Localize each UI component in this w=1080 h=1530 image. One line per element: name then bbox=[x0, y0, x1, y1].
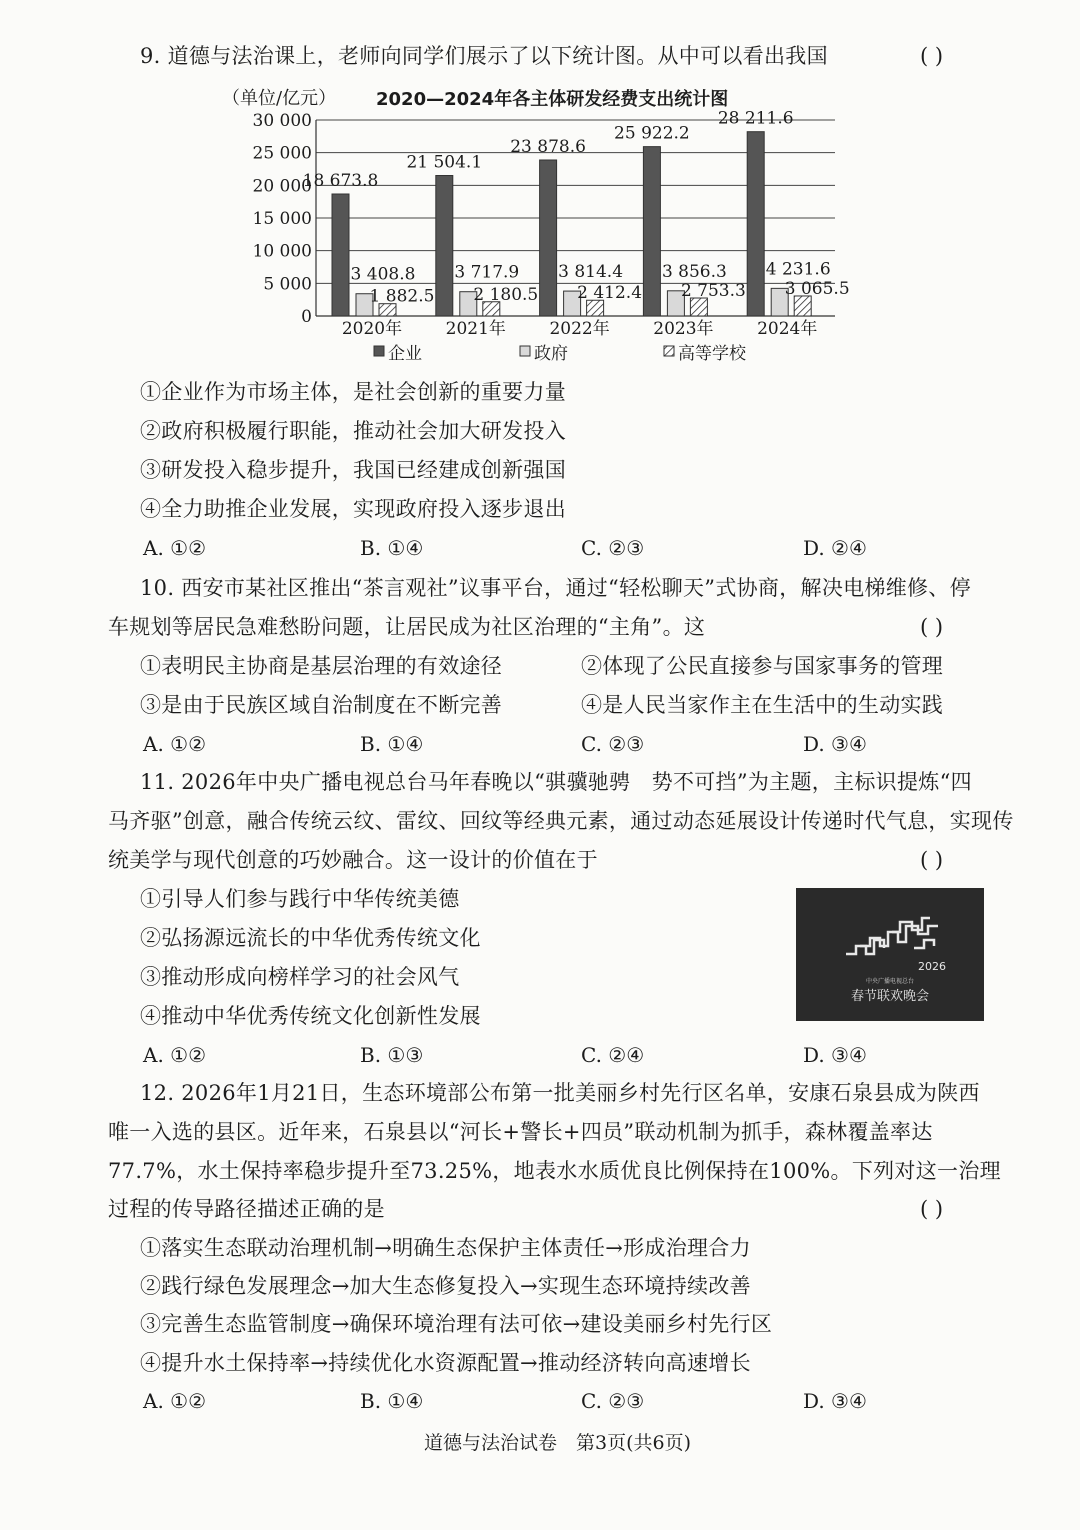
data-label-enterprise: 28 211.6 bbox=[717, 108, 794, 129]
data-label-university: 2 412.4 bbox=[577, 283, 643, 304]
q12-choice-d: D. ③④ bbox=[803, 1389, 867, 1413]
data-label-university: 2 180.5 bbox=[473, 284, 539, 305]
data-label-enterprise: 21 504.1 bbox=[406, 152, 483, 173]
q12-choice-c: C. ②③ bbox=[581, 1389, 645, 1413]
y-tick-label: 15 000 bbox=[252, 209, 312, 229]
data-label-government: 3 717.9 bbox=[454, 262, 520, 283]
q9-choice-b: B. ①④ bbox=[360, 536, 424, 560]
q10-choice-c: C. ②③ bbox=[581, 732, 645, 756]
q12-line-3: 77.7%，水土保持率稳步提升至73.25%，地表水水质优良比例保持在100%。下列对这一治理 bbox=[108, 1159, 1001, 1183]
q11-choice-a: A. ①② bbox=[143, 1043, 207, 1067]
q12-option-3: ③完善生态监管制度→确保环境治理有法可依→建设美丽乡村先行区 bbox=[140, 1312, 773, 1336]
q11-option-2: ②弘扬源远流长的中华优秀传统文化 bbox=[140, 926, 481, 950]
x-tick-label: 2022年 bbox=[549, 319, 610, 339]
x-tick-label: 2023年 bbox=[653, 319, 714, 339]
q9-option-1: ①企业作为市场主体，是社会创新的重要力量 bbox=[140, 380, 566, 404]
q11-line-2: 马齐驱”创意，融合传统云纹、雷纹、回纹等经典元素，通过动态延展设计传递时代气息，实现传 bbox=[108, 809, 1014, 833]
q11-option-1: ①引导人们参与践行中华传统美德 bbox=[140, 887, 460, 911]
q11-line-1: 11. 2026年中央广播电视总台马年春晚以“骐骥驰骋 势不可挡”为主题，主标识提炼“四 bbox=[140, 770, 972, 794]
q9-option-3: ③研发投入稳步提升，我国已经建成创新强国 bbox=[140, 458, 566, 482]
legend-swatch bbox=[374, 346, 384, 356]
q11-line-3: 统美学与现代创意的巧妙融合。这一设计的价值在于 bbox=[108, 848, 598, 872]
q10-choice-a: A. ①② bbox=[143, 732, 207, 756]
q11-choice-d: D. ③④ bbox=[803, 1043, 867, 1067]
q10-option-2: ②体现了公民直接参与国家事务的管理 bbox=[581, 654, 944, 678]
q10-choice-b: B. ①④ bbox=[360, 732, 424, 756]
q9-choice-d: D. ②④ bbox=[803, 536, 867, 560]
bar-enterprise bbox=[332, 194, 349, 316]
bar-enterprise bbox=[643, 147, 660, 316]
y-tick-label: 25 000 bbox=[252, 143, 312, 164]
x-tick-label: 2020年 bbox=[341, 319, 403, 339]
y-tick-label: 10 000 bbox=[252, 241, 312, 262]
data-label-enterprise: 18 673.8 bbox=[302, 170, 379, 191]
data-label-government: 3 856.3 bbox=[661, 261, 727, 282]
q11-answer-paren: ( ) bbox=[920, 848, 944, 872]
legend-label: 政府 bbox=[534, 344, 568, 364]
q12-option-2: ②践行绿色发展理念→加大生态修复投入→实现生态环境持续改善 bbox=[140, 1274, 751, 1298]
bar-enterprise bbox=[436, 176, 453, 316]
q9-option-2: ②政府积极履行职能，推动社会加大研发投入 bbox=[140, 419, 566, 443]
q9-choice-c: C. ②③ bbox=[581, 536, 645, 560]
legend-label: 企业 bbox=[388, 344, 422, 364]
q10-line-2: 车规划等居民急难愁盼问题，让居民成为社区治理的“主角”。这 bbox=[108, 615, 706, 639]
legend-swatch bbox=[520, 346, 530, 356]
chart-unit-label: （单位/亿元） bbox=[222, 88, 337, 109]
q12-choice-b: B. ①④ bbox=[360, 1389, 424, 1413]
page-footer: 道德与法治试卷 第3页(共6页) bbox=[424, 1432, 692, 1454]
chart-title: 2020—2024年各主体研发经费支出统计图 bbox=[376, 89, 729, 110]
q12-option-4: ④提升水土保持率→持续优化水资源配置→推动经济转向高速增长 bbox=[140, 1351, 751, 1375]
q12-answer-paren: ( ) bbox=[920, 1197, 944, 1221]
q12-line-2: 唯一入选的县区。近年来，石泉县以“河长+警长+四员”联动机制为抓手，森林覆盖率达 bbox=[108, 1120, 933, 1144]
q9-choice-a: A. ①② bbox=[143, 536, 207, 560]
q9-option-4: ④全力助推企业发展，实现政府投入逐步退出 bbox=[140, 497, 566, 521]
q12-option-1: ①落实生态联动治理机制→明确生态保护主体责任→形成治理合力 bbox=[140, 1236, 751, 1260]
data-label-enterprise: 25 922.2 bbox=[614, 123, 690, 144]
logo-org: 中央广播电视总台 bbox=[865, 978, 915, 985]
y-tick-label: 20 000 bbox=[252, 176, 312, 197]
legend-swatch bbox=[664, 346, 674, 356]
gala-logo-image bbox=[796, 888, 984, 1021]
q10-option-4: ④是人民当家作主在生活中的生动实践 bbox=[581, 693, 944, 717]
q12-choice-a: A. ①② bbox=[143, 1389, 207, 1413]
bar-enterprise bbox=[747, 132, 764, 316]
q9-stem: 9. 道德与法治课上，老师向同学们展示了以下统计图。从中可以看出我国 bbox=[140, 44, 828, 68]
q10-line-1: 10. 西安市某社区推出“茶言观社”议事平台，通过“轻松聊天”式协商，解决电梯维修、停 bbox=[140, 576, 971, 600]
q10-choice-d: D. ③④ bbox=[803, 732, 867, 756]
q11-choice-b: B. ①③ bbox=[360, 1043, 424, 1067]
q10-answer-paren: ( ) bbox=[920, 615, 944, 639]
logo-text: 春节联欢晚会 bbox=[850, 989, 930, 1004]
data-label-university: 2 753.3 bbox=[680, 281, 746, 302]
data-label-government: 4 231.6 bbox=[765, 259, 831, 280]
data-label-university: 3 065.5 bbox=[784, 278, 850, 299]
x-tick-label: 2021年 bbox=[445, 319, 506, 339]
logo-year: 2026 bbox=[918, 960, 946, 973]
y-tick-label: 0 bbox=[301, 307, 312, 327]
cloud-pattern-logo-icon bbox=[796, 888, 984, 1021]
bar-enterprise bbox=[540, 160, 557, 316]
q10-option-1: ①表明民主协商是基层治理的有效途径 bbox=[140, 654, 503, 678]
q12-line-4: 过程的传导路径描述正确的是 bbox=[108, 1197, 385, 1221]
q11-choice-c: C. ②④ bbox=[581, 1043, 645, 1067]
data-label-government: 3 814.4 bbox=[558, 262, 624, 283]
x-tick-label: 2024年 bbox=[757, 319, 818, 339]
bar-chart bbox=[240, 108, 850, 370]
data-label-enterprise: 23 878.6 bbox=[510, 136, 586, 157]
data-label-government: 3 408.8 bbox=[350, 264, 416, 285]
q11-option-3: ③推动形成向榜样学习的社会风气 bbox=[140, 965, 460, 989]
q12-line-1: 12. 2026年1月21日，生态环境部公布第一批美丽乡村先行区名单，安康石泉县成为陕西 bbox=[140, 1081, 980, 1105]
data-label-university: 1 882.5 bbox=[369, 286, 435, 307]
legend-label: 高等学校 bbox=[678, 344, 746, 364]
y-tick-label: 5 000 bbox=[263, 274, 312, 295]
q9-answer-paren: ( ) bbox=[920, 44, 944, 68]
q11-option-4: ④推动中华优秀传统文化创新性发展 bbox=[140, 1004, 481, 1028]
y-tick-label: 30 000 bbox=[252, 111, 312, 131]
q10-option-3: ③是由于民族区域自治制度在不断完善 bbox=[140, 693, 503, 717]
